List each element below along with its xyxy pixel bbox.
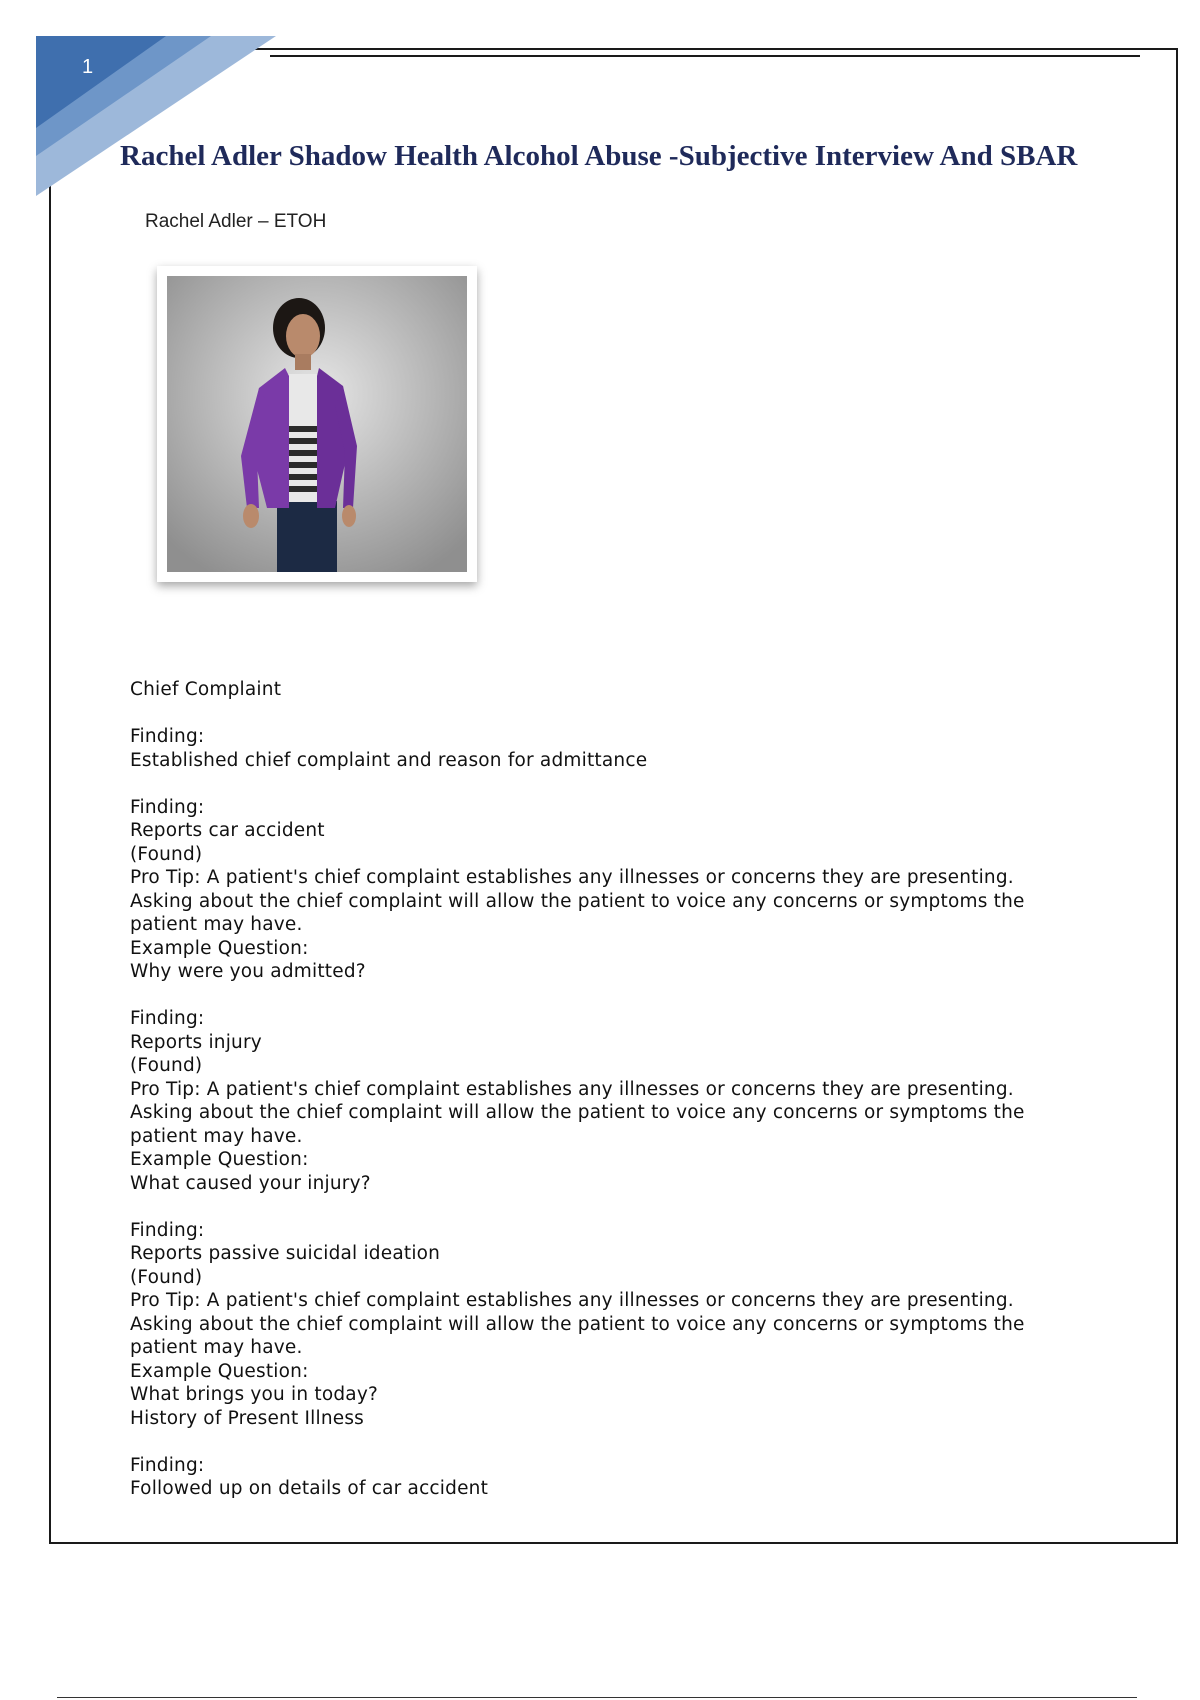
face	[286, 314, 320, 358]
corner-decoration	[36, 36, 276, 201]
pro-tip-line: patient may have.	[130, 1337, 303, 1358]
next-page-rule	[57, 1697, 1137, 1698]
pro-tip-line: patient may have.	[130, 1125, 303, 1147]
left-hand	[243, 504, 259, 528]
page-number: 1	[82, 56, 94, 78]
pro-tip-line: Pro Tip: A patient's chief complaint establishes any illnesses or concerns they are presenting.	[130, 1078, 1014, 1100]
finding-text-line: Reports injury	[130, 1031, 262, 1053]
finding-status: (Found)	[130, 1055, 203, 1076]
example-question-label: Example Question:	[130, 1149, 309, 1170]
document-subtitle: Rachel Adler – ETOH	[145, 211, 327, 232]
jeans	[277, 501, 337, 572]
finding-text-line: Established chief complaint and reason for admittance	[130, 749, 648, 771]
header-rule	[270, 55, 1140, 57]
patient-photo	[157, 266, 477, 582]
finding-label: Finding:	[130, 1454, 205, 1476]
pro-tip-line: Pro Tip: A patient's chief complaint establishes any illnesses or concerns they are presenting.	[130, 867, 1014, 888]
finding-text	[130, 678, 1130, 1501]
pro-tip-line: Asking about the chief complaint will allow the patient to voice any concerns or symptoms the	[130, 890, 1025, 912]
finding-text-line: Reports passive suicidal ideation	[130, 1243, 441, 1264]
patient-avatar-illustration	[167, 276, 467, 572]
example-question: What caused your injury?	[130, 1172, 371, 1194]
finding-label: Finding:	[130, 796, 205, 818]
section-heading-chief-complaint: Chief Complaint	[130, 679, 282, 700]
finding-label: Finding:	[130, 1219, 205, 1241]
right-hand	[342, 505, 356, 527]
finding-text-line: Followed up on details of car accident	[130, 1478, 489, 1499]
finding-label: Finding:	[130, 726, 205, 747]
pro-tip-line: Asking about the chief complaint will allow the patient to voice any concerns or symptoms the	[130, 1102, 1025, 1123]
pro-tip-line: Asking about the chief complaint will allow the patient to voice any concerns or symptoms the	[130, 1313, 1025, 1335]
example-question: Why were you admitted?	[130, 961, 366, 982]
finding-label: Finding:	[130, 1008, 205, 1029]
document-title: Rachel Adler Shadow Health Alcohol Abuse -Subjective Interview And SBAR	[120, 140, 1078, 172]
finding-status: (Found)	[130, 1266, 203, 1288]
pro-tip-line: Pro Tip: A patient's chief complaint establishes any illnesses or concerns they are presenting.	[130, 1290, 1014, 1311]
neck	[295, 354, 311, 370]
example-question: What brings you in today?	[130, 1384, 379, 1405]
example-question-label: Example Question:	[130, 937, 309, 959]
example-question-label: Example Question:	[130, 1360, 309, 1382]
pro-tip-line: patient may have.	[130, 914, 303, 935]
finding-status: (Found)	[130, 843, 203, 865]
section-heading-history: History of Present Illness	[130, 1407, 365, 1429]
finding-text-line: Reports car accident	[130, 820, 325, 841]
